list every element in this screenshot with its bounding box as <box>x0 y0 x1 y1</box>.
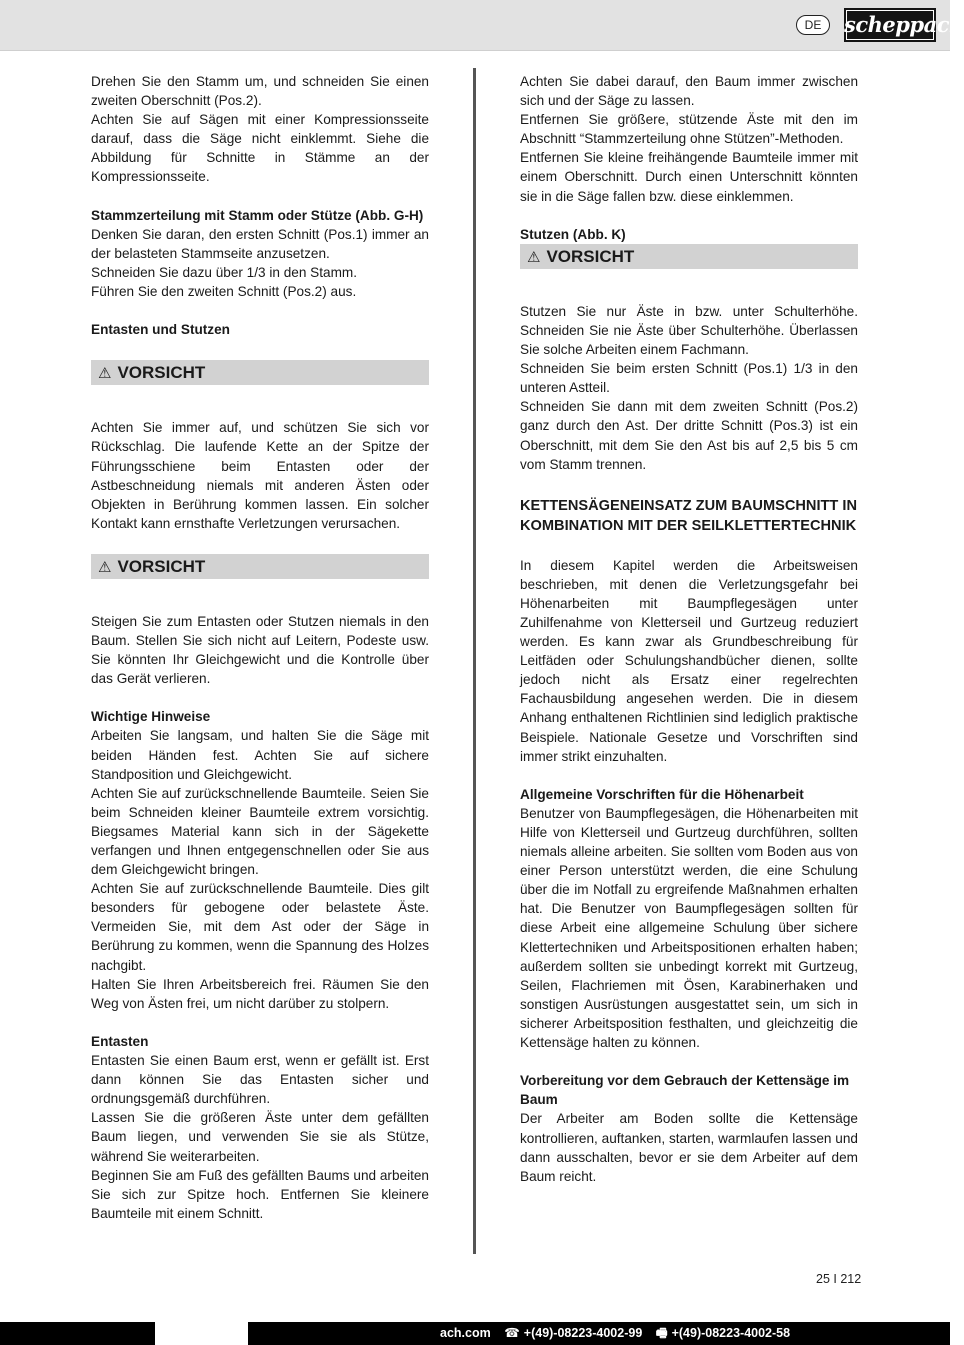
paragraph: Denken Sie daran, den ersten Schnitt (Pos.1) immer an der belasteten Stammseite anzusetzen. <box>91 226 429 261</box>
section-heading: Entasten <box>91 1033 149 1049</box>
caution-label: VORSICHT <box>546 246 635 266</box>
warning-triangle-icon: ⚠ <box>98 365 112 383</box>
paragraph: Lassen Sie die größeren Äste unter dem gefällten Baum liegen, und verwenden Sie sie als Stütze, während Sie weiterarbeiten. <box>91 1110 429 1164</box>
caution-label: VORSICHT <box>117 363 206 383</box>
scheppach-logo: scheppach <box>844 8 936 42</box>
paragraph: Beginnen Sie am Fuß des gefällten Baums und arbeiten Sie sich zur Spitze hoch. Entfernen Sie kleinere Baumteile mit einem Schnitt. <box>91 1167 429 1221</box>
paragraph: Achten Sie immer auf, und schützen Sie sich vor Rückschlag. Die laufende Kette an der Spitze der Führungsschiene beim Entasten oder der Astbeschneidung niemals mit anderen Ästen oder Objekten in Berührung kommen lassen. Ein solcher Kontakt kann ernsthafte Verletzungen verursachen. <box>91 420 429 531</box>
footer-website[interactable]: ach.com <box>440 1326 491 1340</box>
page-number: 25 I 212 <box>816 1272 862 1286</box>
footer-fax: +(49)-08223-4002-58 <box>671 1326 791 1340</box>
chapter-heading: KETTENSÄGENEINSATZ ZUM BAUMSCHNITT IN KOMBINATION MIT DER SEILKLETTERTECHNIK <box>520 497 857 534</box>
fax-icon: 🖷 <box>655 1326 668 1340</box>
phone-icon: ☎ <box>504 1326 520 1340</box>
paragraph: Achten Sie auf zurückschnellende Baumteile. Seien Sie beim Schneiden kleiner Baumteile extrem vorsichtig. Biegsames Material kann sich in der Sägekette verfangen und Ihnen entgegenschnellen oder Sie aus dem Gleichgewicht bringen. <box>91 785 429 878</box>
footer-white-block <box>155 1322 248 1345</box>
paragraph: Halten Sie Ihren Arbeitsbereich frei. Räumen Sie den Weg von Ästen frei, um nicht darüber zu stolpern. <box>91 976 429 1011</box>
section-heading: Stutzen (Abb. K) <box>520 226 626 242</box>
section-heading: Vorbereitung vor dem Gebrauch der Kettensäge im Baum <box>520 1073 850 1108</box>
warning-triangle-icon: ⚠ <box>527 248 541 266</box>
paragraph: Achten Sie auf zurückschnellende Baumteile. Dies gilt besonders für gebogene oder belastete Äste. Vermeiden Sie, mit dem Ast oder der Säge in Berührung zu kommen, wenn die Spannung des Holzes nachgibt. <box>91 881 429 973</box>
paragraph: Achten Sie auf Sägen mit einer Kompressionsseite darauf, dass die Säge nicht einklemmt. Siehe die Abbildung für Schnitte in Stämme an der Kompressionsseite. <box>91 112 429 185</box>
paragraph: Der Arbeiter am Boden sollte die Kettensäge kontrollieren, auftanken, starten, warmlaufen lassen und dann ausschalten, bevor er sie dem Arbeiter auf dem Baum reicht. <box>520 1111 858 1184</box>
section-heading: Wichtige Hinweise <box>91 709 211 725</box>
footer-bar <box>0 1322 950 1345</box>
warning-triangle-icon: ⚠ <box>98 558 112 576</box>
paragraph: Entasten Sie einen Baum erst, wenn er gefällt ist. Erst dann können Sie das Entasten sicher und ordnungsgemäß durchführen. <box>91 1053 429 1107</box>
caution-box <box>91 360 429 385</box>
paragraph: Schneiden Sie dann mit dem zweiten Schnitt (Pos.2) ganz durch den Ast. Der dritte Schnitt (Pos.3) ist ein Oberschnitt, mit dem Sie den Ast bis auf 2,5 bis 5 cm vom Stamm trennen. <box>520 399 858 472</box>
caution-box <box>520 244 858 269</box>
caution-box <box>91 554 429 579</box>
footer-phone: +(49)-08223-4002-99 <box>523 1326 643 1340</box>
section-heading: Entasten und Stutzen <box>91 322 230 338</box>
column-divider <box>473 68 476 1254</box>
caution-label: VORSICHT <box>117 556 206 576</box>
paragraph: Schneiden Sie dazu über 1/3 in den Stamm. <box>91 264 358 280</box>
section-heading: Stammzerteilung mit Stamm oder Stütze (Abb. G-H) <box>91 207 424 223</box>
right-column <box>520 72 858 1186</box>
paragraph: Steigen Sie zum Entasten oder Stutzen niemals in den Baum. Stellen Sie sich nicht auf Leitern, Podeste usw. Sie könnten Ihr Gleichgewicht und die Kontrolle über das Gerät verlieren. <box>91 613 429 687</box>
paragraph: Benutzer von Baumpflegesägen, die Höhenarbeiten mit Hilfe von Kletterseil und Gurtzeug durchführen, sollten niemals alleine arbeiten. Sie sollten vom Boden aus von einer Person unterstützt werden, die eine Schulung über die im Notfall zu ergreifende Maßnahmen erhalten hat. Die Benutzer von Baumpflegesägen sollten für diese Arbeit eine allgemeine Schulung über sichere Klettertechniken und Arbeitspositionen erhalten haben; außerdem sollten sie unbedingt korrekt mit Gurtzeug, Seilen, Flachriemen mit Ösen, Karabinerhaken und sonstigen Ausrüstungen ausgestattet sein, um sich in sicherer Arbeitsposition festhalten, und gleichzeitig die Kettensäge halten zu können. <box>520 805 858 1051</box>
paragraph: Schneiden Sie beim ersten Schnitt (Pos.1) 1/3 in den unteren Astteil. <box>520 361 858 396</box>
left-column <box>91 72 429 1223</box>
section-heading: Allgemeine Vorschriften für die Höhenarbeit <box>520 786 804 802</box>
paragraph: Entfernen Sie kleine freihängende Baumteile immer mit einem Oberschnitt. Durch einen Unterschnitt könnten sie in die Säge fallen bzw. diese einklemmen. <box>520 150 858 204</box>
paragraph: Entfernen Sie größere, stützende Äste mit den im Abschnitt “Stammzerteilung ohne Stützen”-Methoden. <box>520 112 858 147</box>
paragraph: Drehen Sie den Stamm um, und schneiden Sie einen zweiten Oberschnitt (Pos.2). <box>91 74 429 109</box>
paragraph: Führen Sie den zweiten Schnitt (Pos.2) aus. <box>91 284 357 300</box>
footer-contact <box>440 1322 800 1345</box>
header-bar <box>0 0 964 51</box>
paragraph: In diesem Kapitel werden die Arbeitsweisen beschrieben, mit denen die Verletzungsgefahr bei Höhenarbeiten mit Baumpflegesägen unter Zuhilfenahme von Kletterseil und Gurtzeug reduziert werden. Es kann zwar als Grundbeschreibung für Leitfäden oder Schulungshandbücher dienen, sollte jedoch nicht als Ersatz einer regelrechten Fachausbildung angesehen werden. Die in diesem Anhang enthaltenen Richtlinien sind lediglich praktische Beispiele. Nationale Gesetze und Vorschriften sind immer strikt einzuhalten. <box>520 557 858 764</box>
paragraph: Arbeiten Sie langsam, und halten Sie die Säge mit beiden Händen fest. Achten Sie auf sichere Standposition und Gleichgewicht. <box>91 728 429 782</box>
paragraph: Achten Sie dabei darauf, den Baum immer zwischen sich und der Säge zu lassen. <box>520 74 858 109</box>
paragraph: Stutzen Sie nur Äste in bzw. unter Schulterhöhe. Schneiden Sie nie Äste über Schulterhöhe. Überlassen Sie solche Arbeiten einem Fachmann. <box>520 303 858 358</box>
language-badge: DE <box>796 15 830 35</box>
